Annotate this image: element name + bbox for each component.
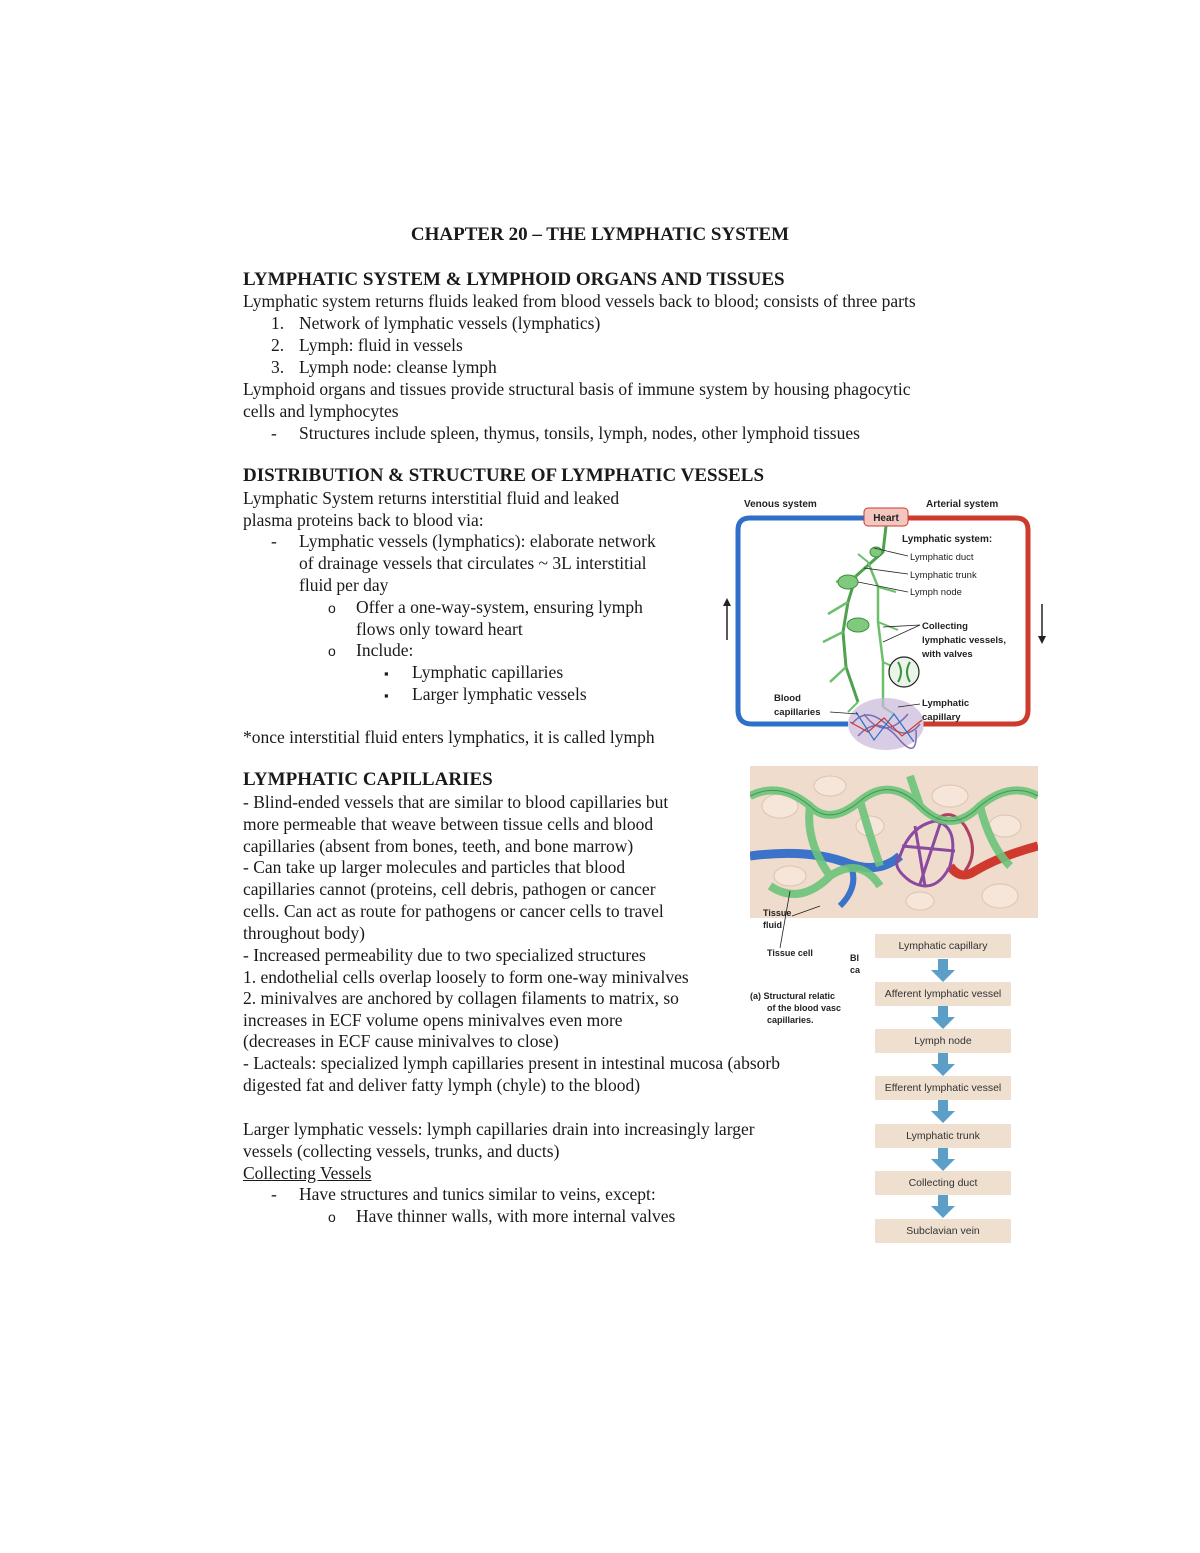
down-arrow-icon [928, 1053, 958, 1077]
sub-bullet-text: Offer a one-way-system, ensuring lymph [356, 597, 643, 617]
bullet-item [271, 1184, 656, 1206]
section-heading-capillaries: LYMPHATIC CAPILLARIES [243, 769, 493, 790]
square-marker: ▪ [384, 688, 389, 703]
flow-step-collecting-duct: Collecting duct [875, 1171, 1011, 1195]
list-marker: 1. [271, 313, 285, 333]
lymphatic-capillary-label-1: Lymphatic [922, 698, 970, 709]
intro-text: Lymphatic system returns fluids leaked from blood vessels back to blood; consists of three parts [243, 291, 916, 311]
list-item-text: Network of lymphatic vessels (lymphatics) [299, 313, 601, 333]
down-arrow-icon [928, 1148, 958, 1172]
bullet-text: Lymphatic vessels (lymphatics): elaborate network [299, 531, 656, 551]
tissue-fluid-label-2: fluid [763, 920, 782, 930]
down-arrow-icon [928, 1006, 958, 1030]
lymphatic-trunk-label: Lymphatic trunk [910, 570, 977, 581]
note-text: *once interstitial fluid enters lymphatics, it is called lymph [243, 727, 655, 747]
list-marker: 2. [271, 335, 285, 355]
flow-step-efferent-vessel: Efferent lymphatic vessel [875, 1076, 1011, 1100]
bullet-text: Have structures and tunics similar to veins, except: [299, 1184, 656, 1204]
collecting-vessels-label-1: Collecting [922, 621, 968, 632]
down-arrow-icon [928, 959, 958, 983]
flow-step-afferent-vessel: Afferent lymphatic vessel [875, 982, 1011, 1006]
heart-label: Heart [873, 513, 899, 524]
body-text: throughout body) [243, 923, 366, 943]
flow-step-lymph-node: Lymph node [875, 1029, 1011, 1053]
lymphatic-capillary-label-2: capillary [922, 712, 961, 723]
body-text: 2. minivalves are anchored by collagen filaments to matrix, so [243, 988, 679, 1008]
sub-bullet-item [328, 597, 643, 620]
body-text: vessels (collecting vessels, trunks, and ducts) [243, 1141, 560, 1161]
flow-step-subclavian-vein: Subclavian vein [875, 1219, 1011, 1243]
subheading-collecting-vessels: Collecting Vessels [243, 1163, 372, 1183]
body-text: (decreases in ECF cause minivalves to close) [243, 1031, 559, 1051]
organs-text: cells and lymphocytes [243, 401, 399, 421]
list-item [271, 357, 497, 379]
body-text: cells. Can act as route for pathogens or cancer cells to travel [243, 901, 664, 921]
bullet-text: Structures include spleen, thymus, tonsils, lymph, nodes, other lymphoid tissues [299, 423, 860, 443]
dash-marker: - [271, 531, 277, 551]
body-text: Lymphatic System returns interstitial fluid and leaked [243, 488, 620, 508]
list-item [271, 335, 463, 357]
dash-marker: - [271, 1184, 277, 1204]
body-text: - Can take up larger molecules and particles that blood [243, 857, 626, 877]
section-heading-lymphatic-system: LYMPHATIC SYSTEM & LYMPHOID ORGANS AND TISSUES [243, 269, 785, 290]
body-text: - Increased permeability due to two specialized structures [243, 945, 646, 965]
figure-caption-2: of the blood vasc [767, 1003, 842, 1013]
lymphatic-duct-label: Lymphatic duct [910, 552, 974, 563]
circle-marker: o [328, 1209, 336, 1225]
body-text: Larger lymphatic vessels: lymph capillaries drain into increasingly larger [243, 1119, 755, 1139]
list-item-text: Lymph: fluid in vessels [299, 335, 463, 355]
list-item-text: Lymph node: cleanse lymph [299, 357, 497, 377]
flow-step-lymphatic-capillary: Lymphatic capillary [875, 934, 1011, 958]
flow-step-lymphatic-trunk: Lymphatic trunk [875, 1124, 1011, 1148]
section-heading-distribution: DISTRIBUTION & STRUCTURE OF LYMPHATIC VESSELS [243, 465, 765, 486]
circle-marker: o [328, 643, 336, 659]
body-text: - Lacteals: specialized lymph capillaries present in intestinal mucosa (absorb [243, 1053, 780, 1073]
circle-marker: o [328, 600, 336, 616]
body-text: - Blind-ended vessels that are similar to blood capillaries but [243, 792, 669, 812]
body-text: increases in ECF volume opens minivalves even more [243, 1010, 623, 1030]
body-text: of drainage vessels that circulates ~ 3L interstitial [299, 553, 647, 573]
blood-capillary-label-cut-1: Bl [850, 953, 859, 963]
blood-capillaries-label-2: capillaries [774, 707, 821, 718]
sub-bullet-item [328, 640, 413, 663]
square-marker: ▪ [384, 666, 389, 681]
sub-sub-bullet-text: Larger lymphatic vessels [412, 684, 587, 704]
sub-bullet-text: Include: [356, 640, 414, 660]
body-text: 1. endothelial cells overlap loosely to form one-way minivalves [243, 967, 689, 987]
figure-caption-3: capillaries. [767, 1015, 814, 1025]
sub-sub-bullet-item [384, 662, 563, 685]
body-text: flows only toward heart [356, 619, 523, 639]
down-arrow-icon [928, 1100, 958, 1124]
sub-bullet-text: Have thinner walls, with more internal valves [356, 1206, 676, 1226]
body-text: capillaries (absent from bones, teeth, and bone marrow) [243, 836, 634, 856]
body-text: plasma proteins back to blood via: [243, 510, 484, 530]
body-text: fluid per day [299, 575, 389, 595]
organs-text: Lymphoid organs and tissues provide structural basis of immune system by housing phagocytic [243, 379, 911, 399]
down-arrow-icon [928, 1195, 958, 1219]
collecting-vessels-label-2: lymphatic vessels, [922, 635, 1006, 646]
body-text: capillaries cannot (proteins, cell debris, pathogen or cancer [243, 879, 656, 899]
blood-capillary-label-cut-2: ca [850, 965, 861, 975]
lymphatic-system-label: Lymphatic system: [902, 534, 993, 545]
list-marker: 3. [271, 357, 285, 377]
bullet-item [271, 531, 656, 553]
venous-system-label: Venous system [744, 499, 817, 510]
page-title: CHAPTER 20 – THE LYMPHATIC SYSTEM [410, 224, 790, 245]
list-item [271, 313, 600, 335]
tissue-fluid-label-1: Tissue [763, 908, 792, 918]
arterial-system-label: Arterial system [926, 499, 999, 510]
bullet-item [271, 423, 860, 445]
sub-sub-bullet-item [384, 684, 587, 707]
figure-caption-1: (a) Structural relatic [750, 991, 836, 1001]
lymph-node-label: Lymph node [910, 587, 962, 598]
dash-marker: - [271, 423, 277, 443]
blood-capillaries-label-1: Blood [774, 693, 801, 704]
collecting-vessels-label-3: with valves [922, 649, 973, 660]
body-text: digested fat and deliver fatty lymph (chyle) to the blood) [243, 1075, 641, 1095]
body-text: more permeable that weave between tissue cells and blood [243, 814, 654, 834]
sub-bullet-item [328, 1206, 675, 1229]
tissue-cell-label: Tissue cell [767, 948, 813, 958]
lymphatic-system-diagram [718, 492, 1048, 754]
sub-sub-bullet-text: Lymphatic capillaries [412, 662, 564, 682]
